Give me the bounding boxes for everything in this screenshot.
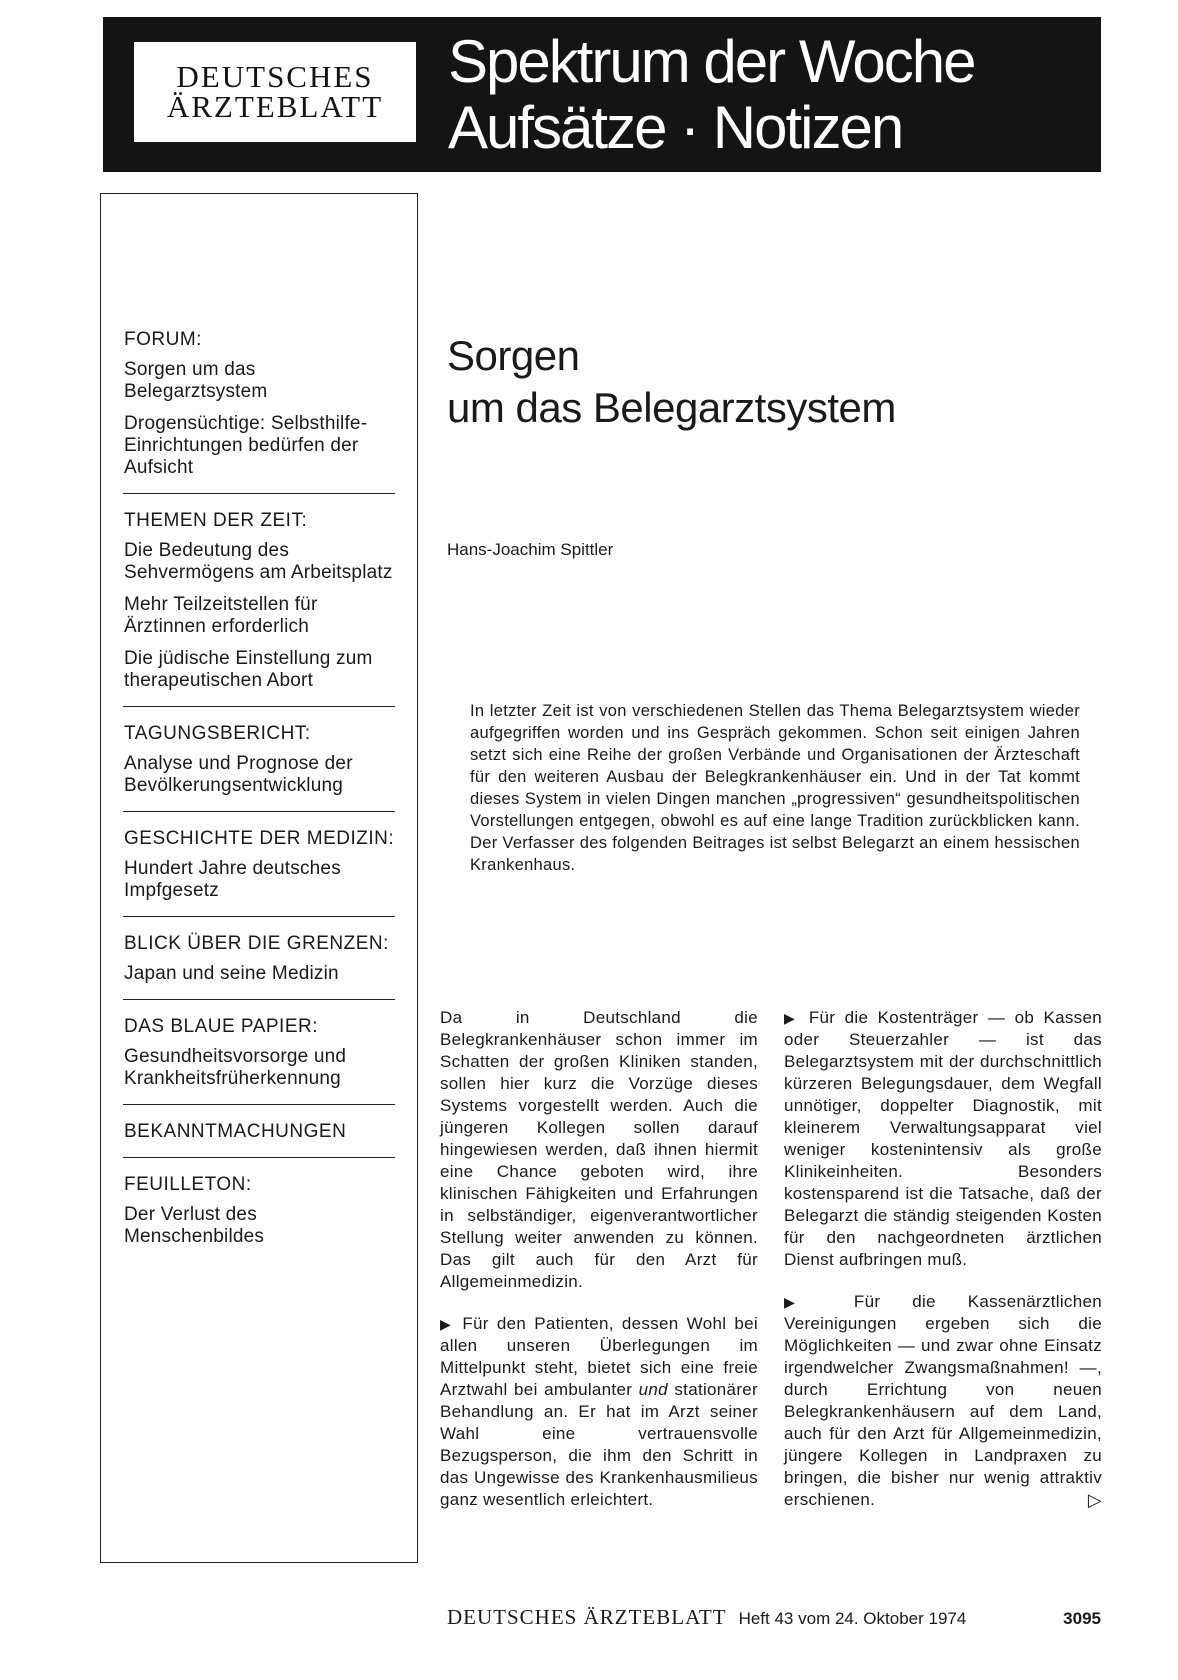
journal-logo [134, 42, 416, 142]
article-title-line-1: Sorgen [447, 332, 580, 379]
toc-heading: THEMEN DER ZEIT: [124, 510, 308, 531]
toc-item[interactable]: Analyse und Prognose der Bevölkerungsentwicklung [124, 753, 353, 796]
toc-divider [123, 999, 395, 1000]
paragraph: Da in Deutschland die Belegkrankenhäuser schon immer im Schatten der großen Kliniken standen, sollen hier kurz die Vorzüge dieses Systems vorgestellt werden. Auch die jüngeren Kollegen sollen darauf hingewiesen werden, daß ihnen hiermit eine Chance geboten wird, ihre klinischen Fähigkeiten und Erfahrungen in selbständiger, eigenverantwortlicher Stellung weiter anwenden zu können. Das gilt auch für den Arzt für Allgemeinmedizin. [440, 1008, 758, 1291]
paragraph-text: Für die Kostenträger — ob Kassen oder Steuerzahler — ist das Belegarztsystem mit der durchschnittlich kürzeren Belegungsdauer, dem Wegfall unnötiger, doppelter Diagnostik, mit kleinerem Verwaltungsapparat viel weniger kostenintensiv als große Klinikeinheiten. Besonders kostensparend ist die Tatsache, daß der Belegarzt die ständig steigenden Kosten für den nachgeordneten ärztlichen Dienst aufbringen muß. [784, 1008, 1102, 1269]
toc-heading: FEUILLETON: [124, 1174, 252, 1195]
article-title-line-2: um das Belegarztsystem [447, 384, 896, 431]
paragraph [784, 1007, 1102, 1271]
toc-section-blaue-papier [101, 1016, 417, 1090]
toc-item[interactable]: Die Bedeutung des Sehvermögens am Arbeitsplatz [124, 540, 393, 583]
article-title [447, 330, 896, 434]
toc-section-tagungsbericht [101, 723, 417, 797]
toc-item[interactable]: Drogensüchtige: Selbsthilfe-Einrichtungen bedürfen der Aufsicht [124, 413, 368, 478]
toc-section-blick [101, 933, 417, 985]
paragraph-text: stationärer Behandlung an. Er hat im Arzt seiner Wahl eine vertrauensvolle Bezugsperson, die ihm den Schritt in das Ungewisse des Krankenhausmilieus ganz wesentlich erleichtert. [440, 1380, 758, 1509]
body-column-2 [784, 1007, 1102, 1531]
toc-item[interactable]: Der Verlust des Menschenbildes [124, 1204, 265, 1247]
footer-journal: DEUTSCHES ÄRZTEBLATT [447, 1605, 727, 1629]
toc-section-themen [101, 510, 417, 692]
article-lead: In letzter Zeit ist von verschiedenen Stellen das Thema Belegarztsystem wieder aufgegriffen worden und ins Gespräch gekommen. Schon seit einigen Jahren setzt sich eine Reihe der großen Verbände und Organisationen der Ärzteschaft für den weiteren Ausbau der Belegkrankenhäuser ein. Und in der Tat kommt dieses System in vielen Dingen manchen „progressiven“ gesundheitspolitischen Vorstellungen entgegen, obwohl es auf eine lange Tradition zurückblicken kann. Der Verfasser des folgenden Beitrages ist selbst Belegarzt an einem hessischen Krankenhaus. [470, 702, 1080, 874]
toc-item[interactable]: Sorgen um das Belegarztsystem [124, 359, 268, 402]
toc-item[interactable]: Gesundheitsvorsorge und Krankheitsfrüherkennung [124, 1046, 347, 1089]
toc-section-forum [101, 329, 417, 479]
emphasis: und [638, 1380, 668, 1399]
masthead-title-line-2: Aufsätze · Notizen [448, 94, 903, 161]
masthead-title-line-1: Spektrum der Woche [448, 28, 975, 95]
toc-section-feuilleton [101, 1174, 417, 1248]
table-of-contents [101, 329, 417, 1258]
paragraph-text: Für die Kassenärztlichen Vereinigungen ergeben sich die Möglichkeiten — und zwar ohne Einsatz irgendwelcher Zwangsmaßnahmen! —, durch Errichtung von neuen Belegkrankenhäusern auf dem Land, auch für den Arzt für Allgemeinmedizin, jüngere Kollegen in Landpraxen zu bringen, die bisher nur wenig attraktiv erschienen. [784, 1292, 1102, 1509]
bullet-arrow-icon: ▶ [440, 1316, 455, 1332]
toc-heading: BLICK ÜBER DIE GRENZEN: [124, 933, 389, 954]
bullet-arrow-icon: ▶ [784, 1294, 822, 1310]
toc-divider [123, 493, 395, 494]
body-column-1 [440, 1007, 758, 1531]
masthead-title [448, 29, 974, 161]
toc-divider [123, 1104, 395, 1105]
page-number: 3095 [1063, 1609, 1101, 1628]
toc-item[interactable]: Mehr Teilzeitstellen für Ärztinnen erforderlich [124, 594, 318, 637]
toc-divider [123, 811, 395, 812]
toc-item[interactable]: Die jüdische Einstellung zum therapeutischen Abort [124, 648, 373, 691]
toc-heading: FORUM: [124, 329, 202, 350]
continue-arrow-icon: ▷ [1087, 1490, 1102, 1510]
toc-item[interactable]: Hundert Jahre deutsches Impfgesetz [124, 858, 341, 901]
toc-heading: DAS BLAUE PAPIER: [124, 1016, 318, 1037]
footer-issue: Heft 43 vom 24. Oktober 1974 [738, 1609, 967, 1628]
toc-item[interactable]: Japan und seine Medizin [124, 963, 339, 984]
logo-line-1: DEUTSCHES [176, 59, 374, 94]
masthead [103, 17, 1101, 172]
toc-heading: GESCHICHTE DER MEDIZIN: [124, 828, 395, 849]
toc-section-geschichte [101, 828, 417, 902]
paragraph-text: Für den Patienten, dessen Wohl bei allen unseren Überlegungen im Mittelpunkt steht, bietet sich eine freie Arztwahl bei ambulanter [440, 1314, 758, 1399]
page-footer [447, 1605, 1101, 1630]
toc-section-bekanntmachungen [101, 1121, 417, 1143]
toc-divider [123, 916, 395, 917]
toc-heading[interactable]: BEKANNTMACHUNGEN [124, 1121, 347, 1142]
toc-divider [123, 1157, 395, 1158]
toc-divider [123, 706, 395, 707]
article-author: Hans-Joachim Spittler [447, 540, 614, 559]
contents-sidebar [100, 193, 418, 1563]
paragraph [784, 1291, 1102, 1511]
logo-line-2: ÄRZTEBLATT [166, 89, 384, 124]
toc-heading: TAGUNGSBERICHT: [124, 723, 311, 744]
bullet-arrow-icon: ▶ [784, 1010, 800, 1026]
paragraph [440, 1313, 758, 1511]
